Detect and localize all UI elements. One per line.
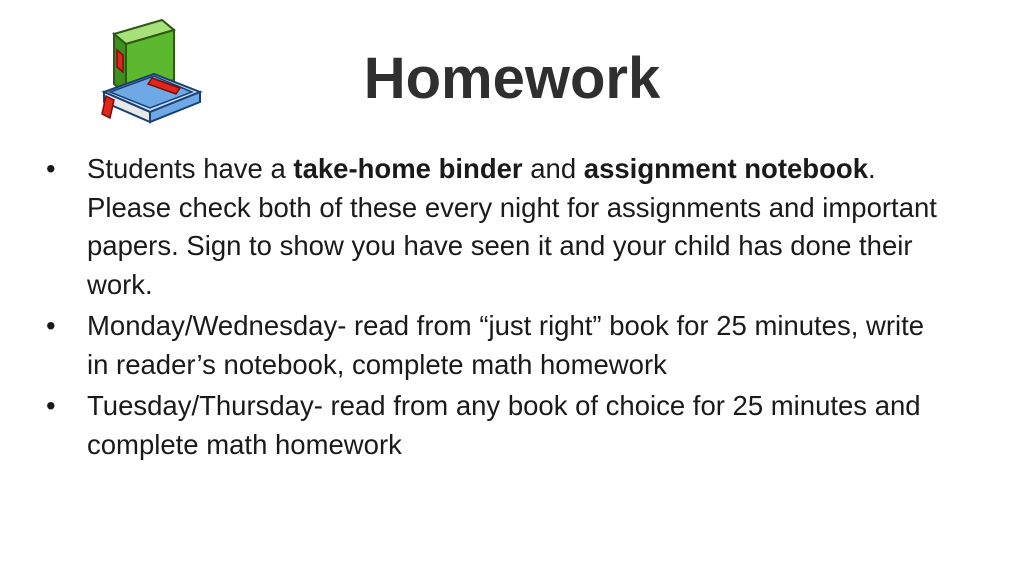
bullet-item-monday-wednesday — [40, 307, 950, 384]
bullet-marker: • — [46, 153, 56, 184]
bullet-text-bold-notebook: assignment notebook — [583, 153, 868, 184]
bullet-item-tuesday-thursday — [40, 387, 950, 464]
bullet-text: Tuesday/Thursday- read from any book of choice for 25 minutes and complete math homework — [87, 390, 921, 460]
bullet-list — [40, 150, 950, 467]
bullet-text-bold-binder: take-home binder — [293, 153, 523, 184]
bullet-text-part: Students have a — [87, 153, 294, 184]
bullet-text: Monday/Wednesday- read from “just right” book for 25 minutes, write in reader’s notebook, complete math homework — [87, 310, 925, 380]
bullet-item-binder — [40, 150, 950, 304]
bullet-text-part: . Please check both of these every night for assignments and important papers. Sign to show you have seen it and your child has done their work. — [87, 153, 937, 300]
bullet-marker: • — [46, 390, 56, 421]
bullet-text-part: and — [522, 153, 584, 184]
slide-title: Homework — [363, 46, 661, 111]
bullet-marker: • — [46, 310, 56, 341]
